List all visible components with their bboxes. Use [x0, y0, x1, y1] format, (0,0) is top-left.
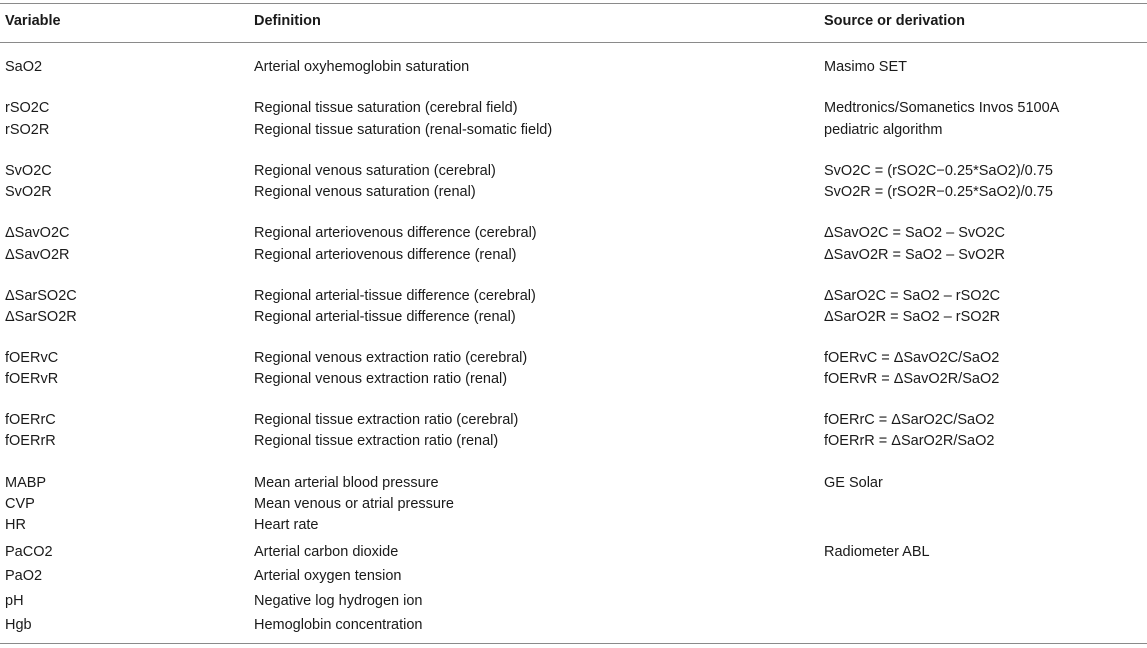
cell-definition: Arterial oxygen tension — [254, 568, 402, 584]
cell-variable: CVP — [5, 496, 35, 512]
table-row — [0, 287, 1147, 307]
header-variable: Variable — [5, 13, 61, 29]
cell-variable: HR — [5, 517, 26, 533]
table-row — [0, 349, 1147, 369]
cell-variable: SvO2C — [5, 163, 52, 179]
cell-variable: fOERrC — [5, 412, 56, 428]
header-definition: Definition — [254, 13, 321, 29]
table-row — [0, 411, 1147, 431]
table-row — [0, 592, 1147, 612]
cell-variable: rSO2C — [5, 100, 50, 116]
table-header-row — [0, 12, 1147, 36]
cell-definition: Negative log hydrogen ion — [254, 593, 423, 609]
table-row — [0, 58, 1147, 78]
cell-source: pediatric algorithm — [824, 122, 943, 138]
cell-variable: ΔSavO2C — [5, 225, 70, 241]
table-row — [0, 432, 1147, 452]
cell-source: GE Solar — [824, 475, 883, 491]
header-source: Source or derivation — [824, 13, 966, 29]
cell-source: Medtronics/Somanetics Invos 5100A — [824, 100, 1060, 116]
cell-definition: Regional arterial-tissue difference (cerebral) — [254, 288, 536, 304]
cell-definition: Regional venous extraction ratio (cerebral) — [254, 350, 528, 366]
cell-definition: Regional venous extraction ratio (renal) — [254, 371, 508, 387]
table-row — [0, 121, 1147, 141]
table-row — [0, 474, 1147, 494]
cell-definition: Regional arterial-tissue difference (renal) — [254, 309, 516, 325]
cell-definition: Regional tissue saturation (cerebral field) — [254, 100, 518, 116]
table-row — [0, 308, 1147, 328]
cell-definition: Mean arterial blood pressure — [254, 475, 439, 491]
cell-definition: Regional arteriovenous difference (cerebral) — [254, 225, 537, 241]
cell-source: SvO2C = (rSO2C−0.25*SaO2)/0.75 — [824, 163, 1053, 179]
table-row — [0, 224, 1147, 244]
table-header-rule — [0, 42, 1147, 43]
cell-source: SvO2R = (rSO2R−0.25*SaO2)/0.75 — [824, 184, 1053, 200]
cell-definition: Mean venous or atrial pressure — [254, 496, 454, 512]
cell-variable: rSO2R — [5, 122, 50, 138]
cell-source: Radiometer ABL — [824, 544, 930, 560]
cell-definition: Arterial carbon dioxide — [254, 544, 399, 560]
table-row — [0, 495, 1147, 515]
cell-definition: Regional venous saturation (renal) — [254, 184, 476, 200]
cell-variable: Hgb — [5, 617, 32, 633]
table-row — [0, 567, 1147, 587]
table-row — [0, 246, 1147, 266]
table-top-rule — [0, 3, 1147, 4]
cell-variable: PaO2 — [5, 568, 43, 584]
cell-variable: fOERrR — [5, 433, 56, 449]
table-row — [0, 616, 1147, 636]
table-row — [0, 99, 1147, 119]
cell-variable: ΔSarSO2C — [5, 288, 77, 304]
cell-variable: PaCO2 — [5, 544, 53, 560]
cell-source: ΔSarO2R = SaO2 – rSO2R — [824, 309, 1001, 325]
cell-source: Masimo SET — [824, 59, 907, 75]
cell-variable: fOERvC — [5, 350, 59, 366]
cell-definition: Regional tissue extraction ratio (renal) — [254, 433, 499, 449]
cell-definition: Arterial oxyhemoglobin saturation — [254, 59, 470, 75]
cell-definition: Regional arteriovenous difference (renal) — [254, 247, 517, 263]
cell-source: fOERvC = ΔSavO2C/SaO2 — [824, 350, 1000, 366]
cell-definition: Regional tissue saturation (renal-somatic field) — [254, 122, 553, 138]
table-row — [0, 162, 1147, 182]
cell-source: fOERrC = ΔSarO2C/SaO2 — [824, 412, 995, 428]
table-bottom-rule — [0, 643, 1147, 644]
cell-variable: MABP — [5, 475, 47, 491]
cell-source: ΔSarO2C = SaO2 – rSO2C — [824, 288, 1001, 304]
cell-definition: Hemoglobin concentration — [254, 617, 423, 633]
cell-definition: Heart rate — [254, 517, 319, 533]
cell-variable: fOERvR — [5, 371, 59, 387]
cell-source: fOERrR = ΔSarO2R/SaO2 — [824, 433, 995, 449]
cell-variable: SvO2R — [5, 184, 52, 200]
cell-source: ΔSavO2R = SaO2 – SvO2R — [824, 247, 1005, 263]
table-row — [0, 370, 1147, 390]
table-row — [0, 516, 1147, 536]
cell-definition: Regional tissue extraction ratio (cerebral) — [254, 412, 519, 428]
cell-variable: SaO2 — [5, 59, 43, 75]
cell-definition: Regional venous saturation (cerebral) — [254, 163, 496, 179]
cell-source: ΔSavO2C = SaO2 – SvO2C — [824, 225, 1005, 241]
cell-variable: ΔSavO2R — [5, 247, 70, 263]
table-row — [0, 183, 1147, 203]
cell-source: fOERvR = ΔSavO2R/SaO2 — [824, 371, 1000, 387]
cell-variable: ΔSarSO2R — [5, 309, 77, 325]
table-row — [0, 543, 1147, 563]
cell-variable: pH — [5, 593, 24, 609]
